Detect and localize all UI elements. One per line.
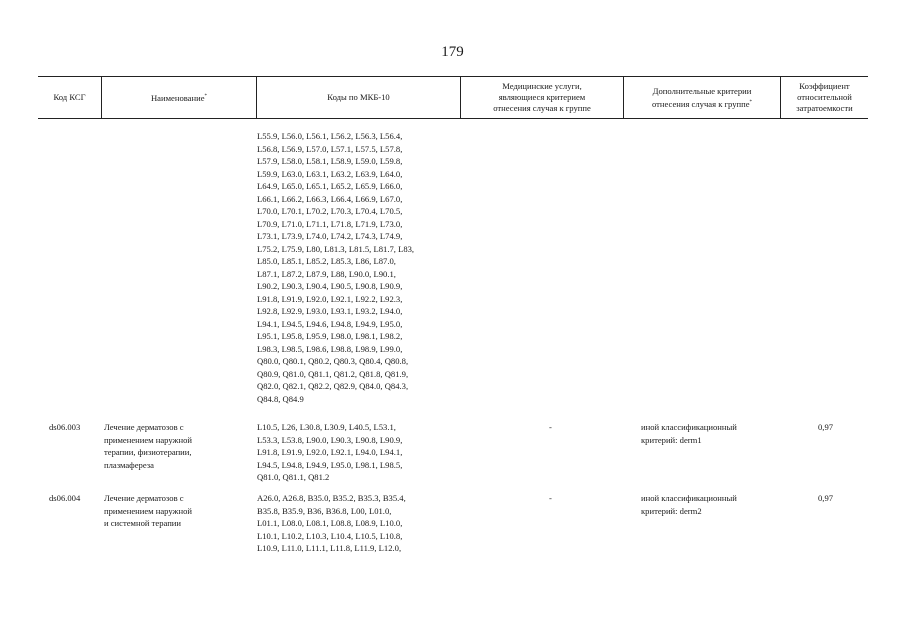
code-line: L90.2, L90.3, L90.4, L90.5, L90.8, L90.9, [257,281,403,291]
row-code: ds06.003 [49,422,81,432]
header-code-label: Код КСГ [53,92,86,102]
header-coef-label: Коэффициент относительной затратоемкости [796,81,853,113]
row-services: - [549,422,552,432]
code-line: L57.9, L58.0, L58.1, L58.9, L59.0, L59.8, [257,156,403,166]
header-icd [257,77,461,118]
header-criteria-label: Дополнительные критерии отнесения случая к группе* [651,85,753,109]
code-line: Q84.8, Q84.9 [257,393,304,404]
table-header [38,76,868,119]
code-line: L56.8, L56.9, L57.0, L57.1, L57.5, L57.8, [257,143,403,154]
row-icd-codes: L10.5, L26, L30.8, L30.9, L40.5, L53.1, L53.3, L53.8, L90.0, L90.3, L90.8, L90.9, L91.8, L91.9, L92.0, L92.1, L94.0, L94.1, L94.5, L94.8, L94.9, L95.0, L98.1, L98.5, Q81.0, Q81.1, Q81.2 [257,422,403,482]
row-name: Лечение дерматозов с применением наружной терапии, физиотерапии, плазмафереза [104,422,192,470]
header-services [461,77,624,118]
code-line: Q80.9, Q81.0, Q81.1, Q81.2, Q81.8, Q81.9, [257,368,409,379]
row-name: Лечение дерматозов с применением наружной и системной терапии [104,493,192,528]
row-services: - [549,493,552,503]
code-line: L73.1, L73.9, L74.0, L74.2, L74.3, L74.9, [257,231,403,241]
code-line: L66.1, L66.2, L66.3, L66.4, L66.9, L67.0, [257,193,403,204]
code-line: Q82.0, Q82.1, Q82.2, Q82.9, Q84.0, Q84.3, [257,381,409,391]
code-line: L64.9, L65.0, L65.1, L65.2, L65.9, L66.0, [257,181,403,191]
header-coef [781,77,868,118]
code-line: L85.0, L85.1, L85.2, L85.3, L86, L87.0, [257,256,396,266]
row-coef: 0,97 [818,422,834,432]
row-coef: 0,97 [818,493,834,503]
continuation-codes [257,130,457,405]
header-name-label: Наименование* [150,92,208,103]
code-line: L87.1, L87.2, L87.9, L88, L90.0, L90.1, [257,268,396,279]
header-services-label: Медицинские услуги, являющиеся критерием отнесения случая к группе [493,81,591,113]
row-criteria: иной классификационный критерий: derm1 [641,422,737,445]
code-line: L70.0, L70.1, L70.2, L70.3, L70.4, L70.5, [257,206,403,216]
code-line: L55.9, L56.0, L56.1, L56.2, L56.3, L56.4, [257,131,403,141]
code-line: L75.2, L75.9, L80, L81.3, L81.5, L81.7, L83, [257,243,415,254]
code-line: L92.8, L92.9, L93.0, L93.1, L93.2, L94.0, [257,306,403,316]
row-criteria: иной классификационный критерий: derm2 [641,493,737,516]
header-criteria [624,77,781,118]
header-code [38,77,102,118]
page-number: 179 [441,44,464,60]
header-name-mark: * [204,94,208,100]
code-line: Q80.0, Q80.1, Q80.2, Q80.3, Q80.4, Q80.8, [257,356,409,366]
code-line: L98.3, L98.5, L98.6, L98.8, L98.9, L99.0, [257,343,403,354]
header-criteria-mark: * [749,99,753,105]
row-code: ds06.004 [49,493,81,503]
header-icd-label: Коды по МКБ-10 [327,92,390,102]
code-line: L91.8, L91.9, L92.0, L92.1, L92.2, L92.3, [257,293,403,304]
code-line: L59.9, L63.0, L63.1, L63.2, L63.9, L64.0, [257,168,403,179]
header-name [102,77,257,118]
code-line: L94.1, L94.5, L94.6, L94.8, L94.9, L95.0, [257,318,403,329]
row-icd-codes: A26.0, A26.8, B35.0, B35.2, B35.3, B35.4, B35.8, B35.9, B36, B36.8, L00, L01.0, L01.1, L08.0, L08.1, L08.8, L08.9, L10.0, L10.1, L10.2, L10.3, L10.4, L10.5, L10.8, L10.9, L11.0, L11.1, L11.8, L11.9, L12.0, [257,493,406,553]
code-line: L95.1, L95.8, L95.9, L98.0, L98.1, L98.2, [257,331,403,341]
code-line: L70.9, L71.0, L71.1, L71.8, L71.9, L73.0, [257,218,403,229]
